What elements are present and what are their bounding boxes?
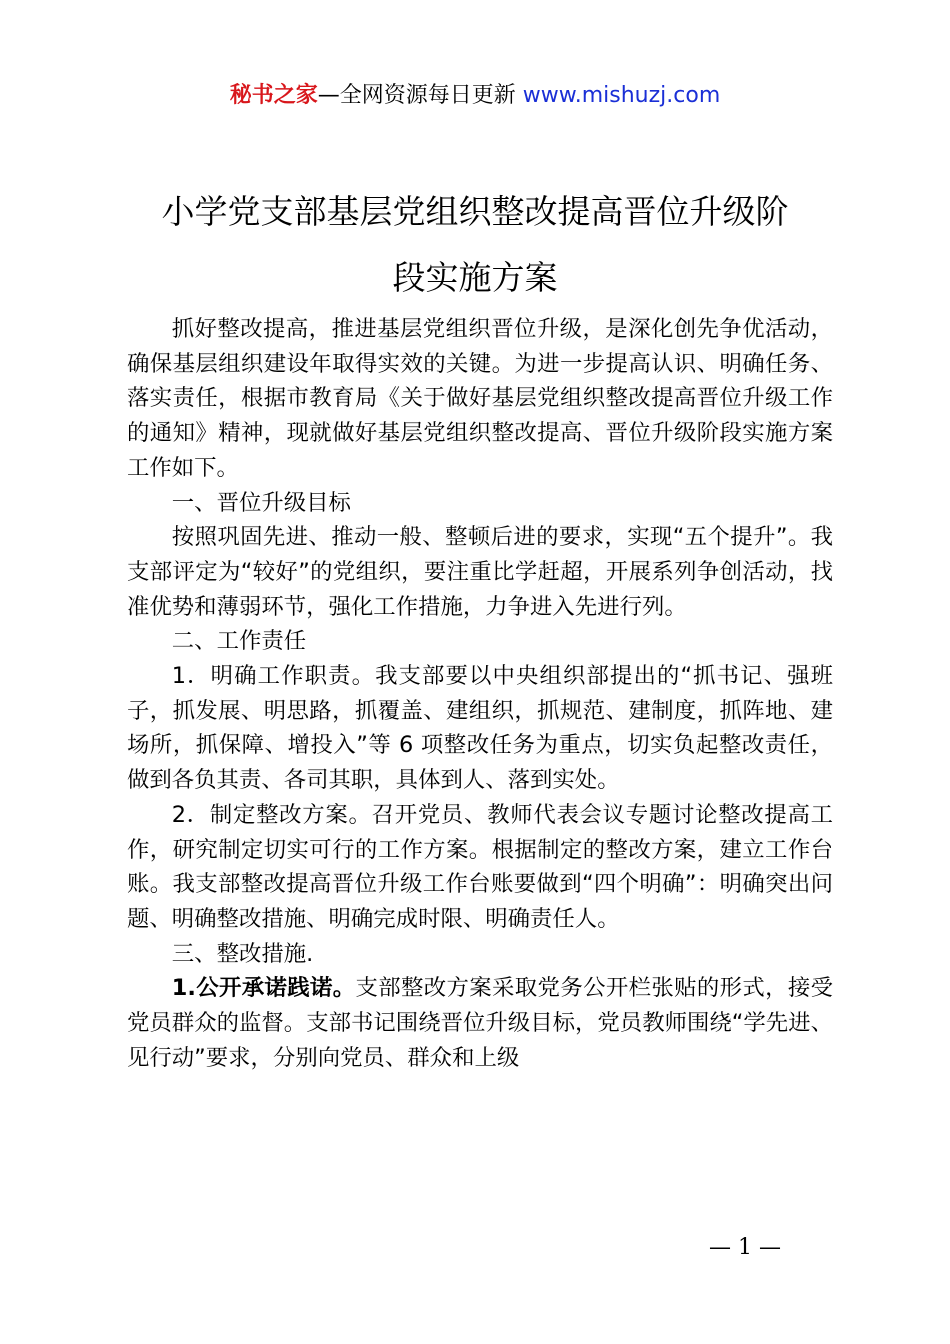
intro-paragraph: 抓好整改提高，推进基层党组织晋位升级，是深化创先争优活动，确保基层组织建设年取得实效的关键。为进一步提高认识、明确任务、落实责任，根据市教育局《关于做好基层党组织整改提高晋位升级工作的通知》精神，现就做好基层党组织整改提高、晋位升级阶段实施方案工作如下。 [127, 316, 833, 481]
site-header [0, 80, 950, 112]
site-brand: 秘书之家 [229, 83, 318, 108]
measures-item-1-text: 支部整改方案采取党务公开栏张贴的形式，接受党员群众的监督。支部书记围绕晋位升级目标，党员教师围绕“学先进、见行动”要求，分别向党员、群众和上级 [127, 975, 833, 1071]
site-url-link[interactable]: www.mishuzj.com [522, 83, 721, 108]
section-heading-measures: 三、整改措施. [171, 940, 314, 967]
site-slogan: —全网资源每日更新 [317, 83, 523, 108]
goals-paragraph: 按照巩固先进、推动一般、整顿后进的要求，实现“五个提升”。我支部评定为“较好”的党组织，要注重比学赶超，开展系列争创活动，找准优势和薄弱环节，强化工作措施，力争进入先进行列。 [127, 524, 833, 620]
responsibility-paragraph-1: 1．明确工作职责。我支部要以中央组织部提出的“抓书记、强班子，抓发展、明思路，抓覆盖、建组织，抓规范、建制度，抓阵地、建场所，抓保障、增投入”等 6 项整改任务为重点，切实负起整改责任，做到各负其责、各司其职，具体到人、落到实处。 [127, 663, 833, 794]
document-body [127, 312, 833, 1075]
section-heading-responsibility: 二、工作责任 [171, 628, 307, 655]
responsibility-paragraph-2: 2．制定整改方案。召开党员、教师代表会议专题讨论整改提高工作，研究制定切实可行的工作方案。根据制定的整改方案，建立工作台账。我支部整改提高晋位升级工作台账要做到“四个明确”：明确突出问题、明确整改措施、明确完成时限、明确责任人。 [127, 801, 833, 932]
section-heading-goals: 一、晋位升级目标 [171, 489, 351, 516]
page-number: — 1 — [709, 1235, 781, 1260]
measures-item-1-title: 1.公开承诺践诺。 [171, 975, 356, 1002]
document-title-line-2: 段实施方案 [392, 258, 558, 297]
measures-paragraph-1 [127, 971, 833, 1075]
document-title-line-1: 小学党支部基层党组织整改提高晋位升级阶 [161, 192, 789, 231]
